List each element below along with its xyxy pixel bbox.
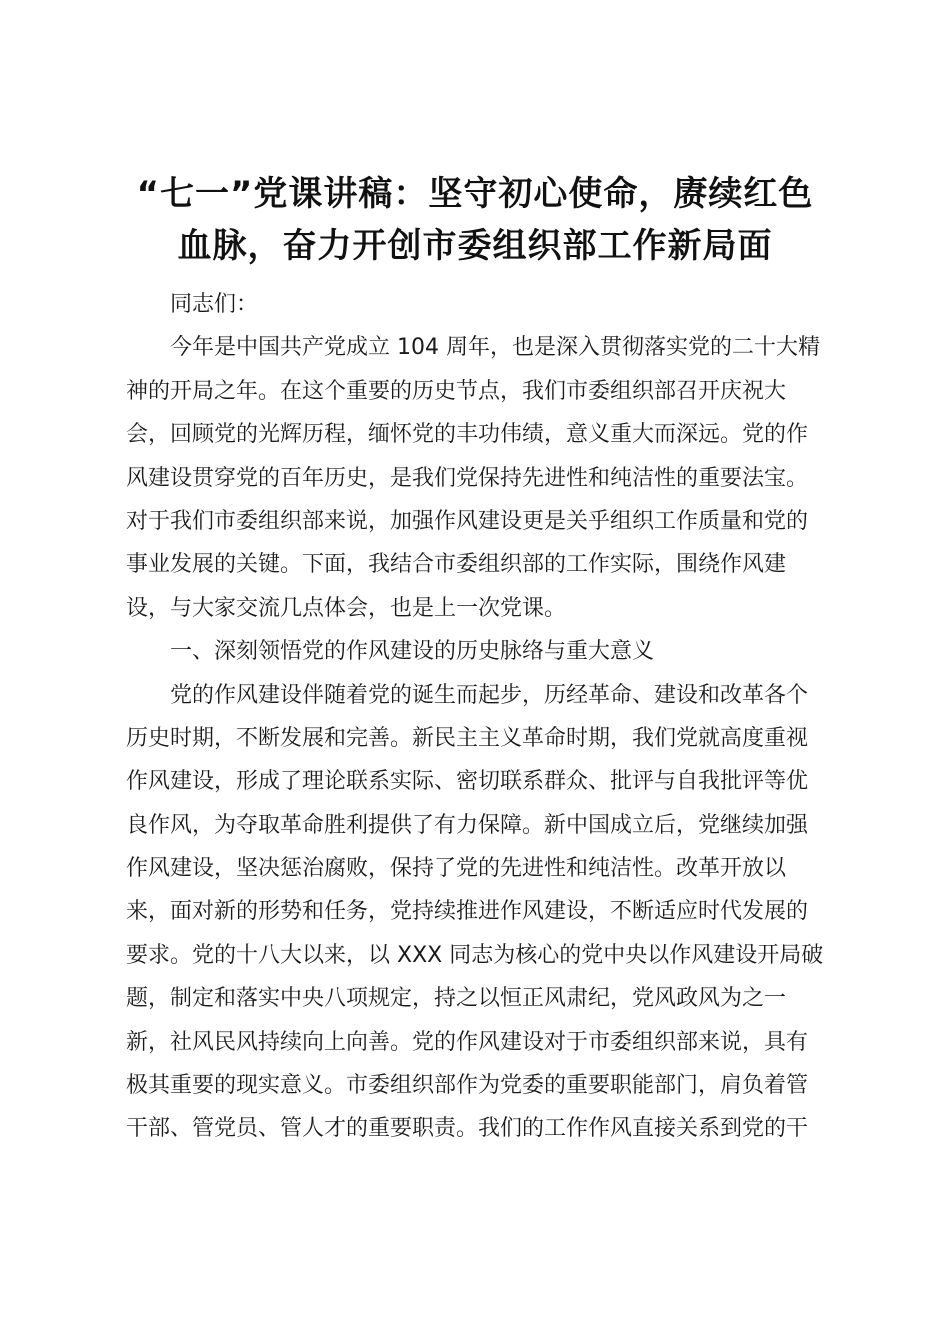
paragraph-line: 题，制定和落实中央八项规定，持之以恒正风肃纪，党风政风为之一	[126, 986, 787, 1012]
paragraph-line: 党的作风建设伴随着党的诞生而起步，历经革命、建设和改革各个	[170, 682, 809, 708]
document-title	[100, 168, 850, 272]
paragraph-line: 新，社风民风持续向上向善。党的作风建设对于市委组织部来说，具有	[126, 1029, 809, 1055]
paragraph-line: 作风建设，坚决惩治腐败，保持了党的先进性和纯洁性。改革开放以	[126, 856, 787, 882]
paragraph-line: 会，回顾党的光辉历程，缅怀党的丰功伟绩，意义重大而深远。党的作	[126, 422, 809, 448]
paragraph-2	[126, 674, 836, 1151]
paragraph-line: 作风建设，形成了理论联系实际、密切联系群众、批评与自我批评等优	[126, 769, 809, 795]
paragraph-line: 良作风，为夺取革命胜利提供了有力保障。新中国成立后，党继续加强	[126, 812, 809, 838]
paragraph-line: 极其重要的现实意义。市委组织部作为党委的重要职能部门，肩负着管	[126, 1073, 809, 1099]
paragraph-line: 来，面对新的形势和任务，党持续推进作风建设，不断适应时代发展的	[126, 899, 809, 925]
paragraph-line: 干部、管党员、管人才的重要职责。我们的工作作风直接关系到党的干	[126, 1116, 809, 1142]
title-line: 血脉，奋力开创市委组织部工作新局面	[177, 226, 773, 266]
section-heading: 一、深刻领悟党的作风建设的历史脉络与重大意义	[170, 639, 655, 665]
title-line: “七一”党课讲稿：坚守初心使命，赓续红色	[136, 174, 814, 214]
paragraph-line: 要求。党的十八大以来，以 XXX 同志为核心的党中央以作风建设开局破	[126, 942, 824, 968]
paragraph-1	[126, 326, 836, 630]
paragraph-line: 风建设贯穿党的百年历史，是我们党保持先进性和纯洁性的重要法宝。	[126, 465, 809, 491]
paragraph-line: 历史时期，不断发展和完善。新民主主义革命时期，我们党就高度重视	[126, 725, 809, 751]
salutation: 同志们：	[170, 292, 259, 317]
paragraph-line: 今年是中国共产党成立 104 周年，也是深入贯彻落实党的二十大精	[170, 335, 820, 361]
document-body	[126, 283, 836, 1151]
paragraph-line: 神的开局之年。在这个重要的历史节点，我们市委组织部召开庆祝大	[126, 378, 787, 404]
paragraph-line: 设，与大家交流几点体会，也是上一次党课。	[126, 595, 567, 621]
paragraph-line: 事业发展的关键。下面，我结合市委组织部的工作实际，围绕作风建	[126, 552, 787, 578]
paragraph-line: 对于我们市委组织部来说，加强作风建设更是关乎组织工作质量和党的	[126, 508, 809, 534]
